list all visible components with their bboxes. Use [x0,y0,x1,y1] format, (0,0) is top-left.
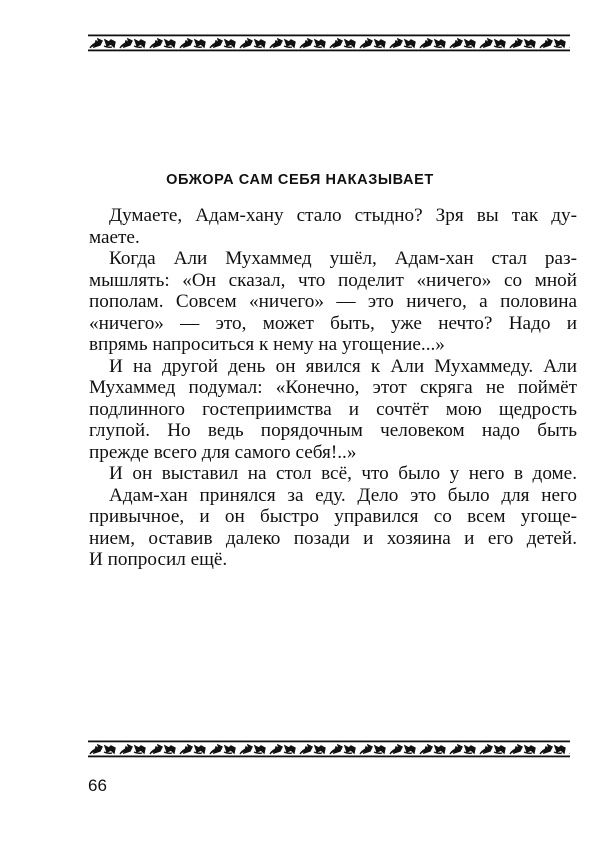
text-line: подлинного гостеприимства и сочтёт мою щедрость [89,398,577,420]
text-line: Когда Али Мухаммед ушёл, Адам-хан стал раз- [109,248,577,269]
text-line: «ничего» — это, может быть, уже нечто? Надо и [89,312,577,334]
page-number: 66 [88,776,107,795]
text-line: пополам. Совсем «ничего» — это ничего, а половина [89,291,577,312]
text-line: И попросил ещё. [89,549,228,570]
text-line: И он выставил на стол всё, что было у него в доме. [109,463,577,484]
text-line: мышлять: «Он сказал, что поделит «ничего» со мной [89,269,577,291]
story-title: ОБЖОРА САМ СЕБЯ НАКАЗЫВАЕТ [166,172,434,188]
text-line: глупой. Но ведь порядочным человеком надо быть [89,420,577,441]
text-line: впрямь напроситься к нему на угощение...» [89,334,445,355]
text-line: привычное, и он быстро управился со всем угоще- [89,506,577,527]
text-line: Адам-хан принялся за еду. Дело это было для него [109,484,577,506]
text-line: И на другой день он явился к Али Мухаммеду. Али [109,355,577,377]
text-line: Думаете, Адам-хану стало стыдно? Зря вы так ду- [109,205,577,226]
text-line: нием, оставив далеко позади и хозяина и его детей. [89,527,577,549]
top-floral-ornament-border [88,34,570,52]
text-line: Мухаммед подумал: «Конечно, этот скряга не поймёт [89,377,577,398]
text-line: маете. [89,226,140,248]
text-line: прежде всего для самого себя!..» [89,441,357,463]
bottom-floral-ornament-border [88,740,570,758]
